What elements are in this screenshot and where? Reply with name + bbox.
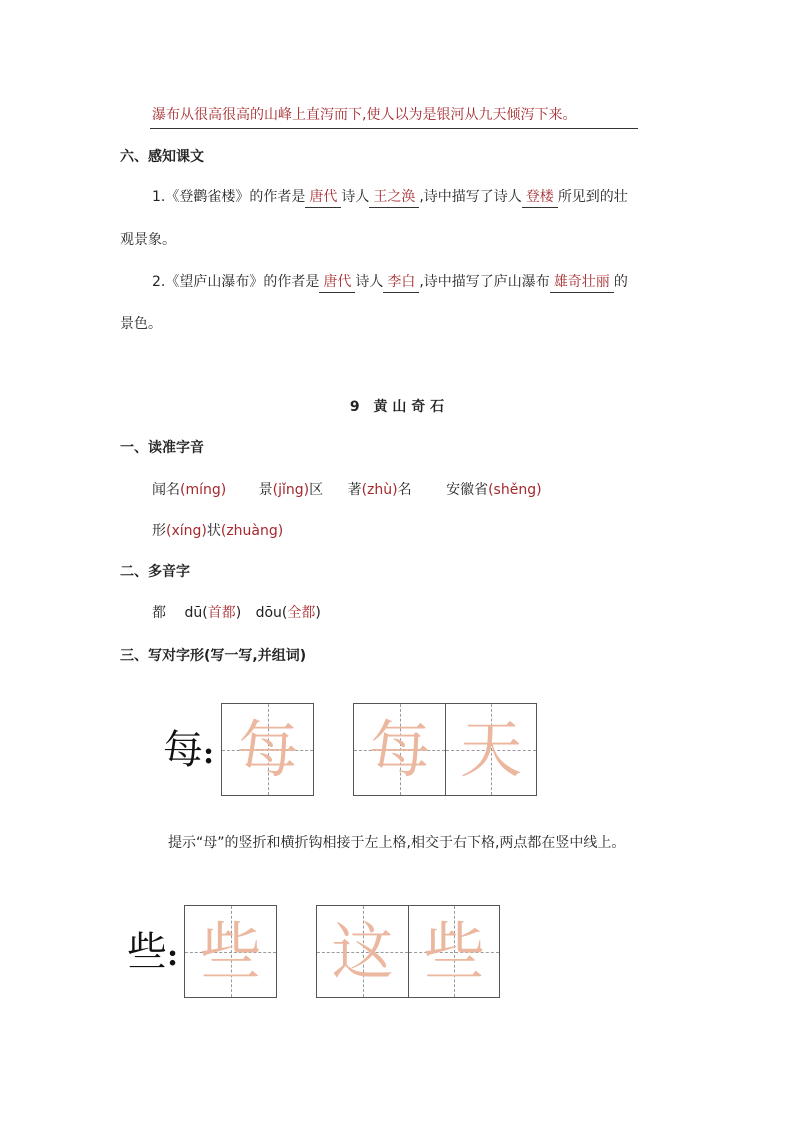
- answer-sentence-text: 瀑布从很高很高的山峰上直泻而下,使人以为是银河从九天倾泻下来。: [152, 107, 577, 123]
- grid-cell: [222, 704, 313, 795]
- grid-cell: [317, 906, 408, 997]
- answer-blank: 李白: [383, 272, 419, 293]
- practice-char-label: 些:: [127, 929, 179, 975]
- answer-blank: 唐代: [305, 187, 341, 208]
- grid-cell: [185, 906, 276, 997]
- pinyin-item: 景(jǐng)区: [258, 482, 324, 498]
- traced-char: 这: [331, 914, 394, 988]
- answer-blank: 王之涣: [369, 187, 419, 208]
- grid-cell: [445, 704, 536, 795]
- question-1: 1.《登鹳雀楼》的作者是 唐代 诗人 王之涣 ,诗中描写了诗人 登楼 所见到的壮: [152, 187, 628, 208]
- grid-cell: [408, 906, 499, 997]
- answer-sentence: [150, 105, 638, 129]
- section-6-title: 六、感知课文: [120, 149, 204, 165]
- polyphone-row: 都 dū(首都) dōu(全都): [152, 605, 321, 621]
- traced-char: 每: [368, 712, 431, 786]
- practice-grid-word: [316, 905, 500, 998]
- lesson-title: 9 黄 山 奇 石: [349, 399, 445, 415]
- answer-blank: 雄奇壮丽: [550, 272, 614, 293]
- grid-cell: [354, 704, 445, 795]
- pinyin-item: 闻名(míng): [152, 482, 227, 498]
- pinyin-row-1: [152, 480, 542, 500]
- section-1-title: 一、读准字音: [120, 440, 204, 456]
- practice-char-label: 每:: [163, 727, 215, 773]
- question-1-continued: 观景象。: [120, 232, 176, 248]
- pinyin-item: 著(zhù)名: [347, 482, 412, 498]
- answer-blank: 唐代: [319, 272, 355, 293]
- pinyin-item: 安徽省(shěng): [446, 482, 542, 498]
- traced-char: 些: [199, 914, 262, 988]
- practice-grid-word: [353, 703, 537, 796]
- practice-grid-single: [221, 703, 314, 796]
- section-3-title: 三、写对字形(写一写,并组词): [120, 648, 307, 664]
- question-2-continued: 景色。: [120, 316, 162, 332]
- traced-char: 天: [459, 712, 522, 786]
- question-2: 2.《望庐山瀑布》的作者是 唐代 诗人 李白 ,诗中描写了庐山瀑布 雄奇壮丽 的: [152, 272, 628, 293]
- practice-grid-single: [184, 905, 277, 998]
- traced-char: 每: [236, 712, 299, 786]
- pinyin-row-2: 形(xíng)状(zhuàng): [152, 523, 284, 539]
- writing-hint: 提示“母”的竖折和横折钩相接于左上格,相交于右下格,两点都在竖中线上。: [168, 835, 626, 851]
- answer-blank: 登楼: [522, 187, 558, 208]
- section-2-title: 二、多音字: [120, 564, 190, 580]
- traced-char: 些: [422, 914, 485, 988]
